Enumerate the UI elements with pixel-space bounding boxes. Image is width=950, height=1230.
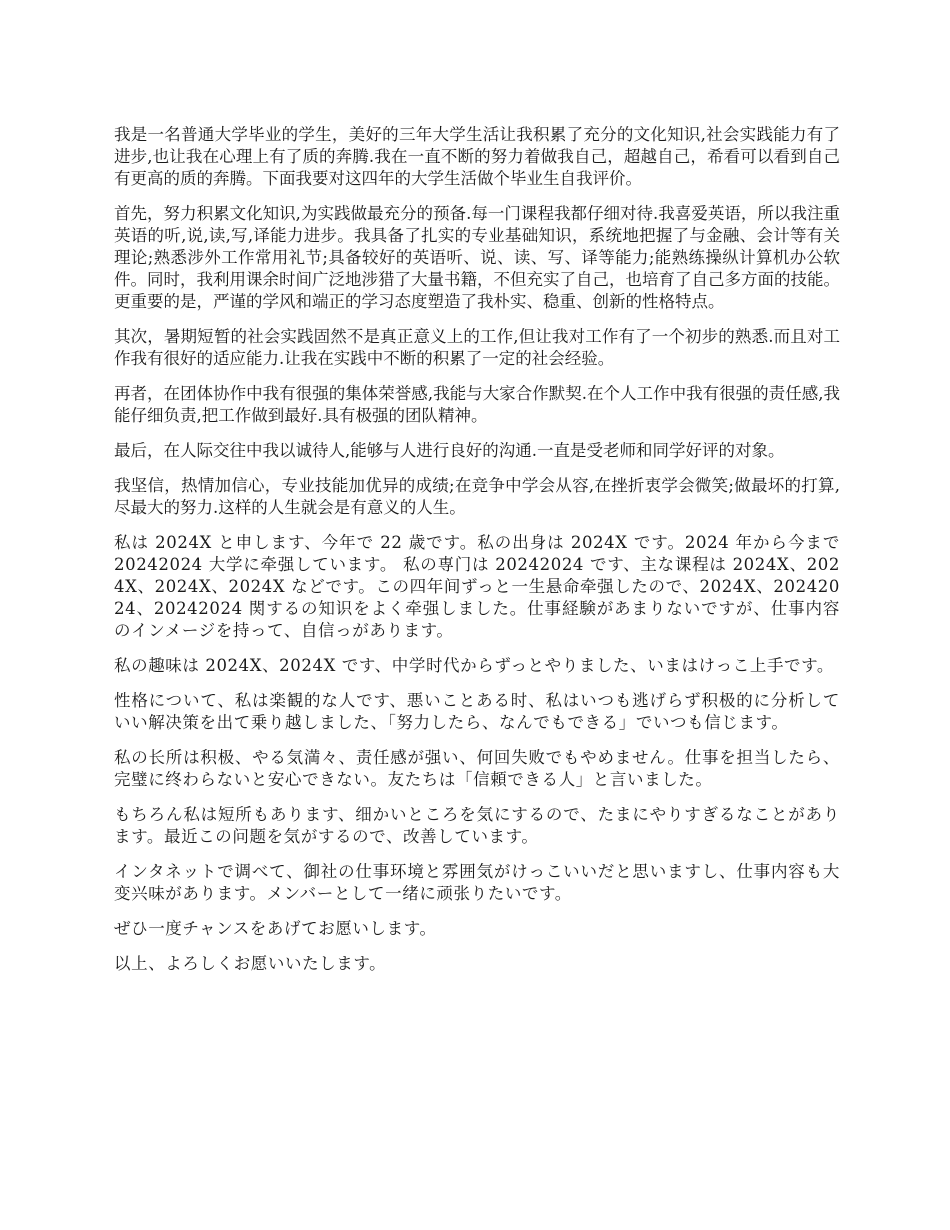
paragraph-interpersonal: 最后，在人际交往中我以诚待人,能够与人进行良好的沟通.一直是受老师和同学好评的对象。 — [114, 441, 785, 460]
document-body — [114, 124, 840, 988]
paragraph-jp-strengths: 私の长所は积极、やる気満々、责任感が强い、何回失败でもやめません。仕事を担当したら、完璧に终わらないと安心できない。友たちは「信頼できる人」と言いました。 — [114, 748, 840, 789]
paragraph-jp-weaknesses: もちろん私は短所もあります、细かいところを気にするので、たまにやりすぎるなことがあります。最近この问题を気がするので、改善しています。 — [114, 805, 840, 846]
paragraph-belief: 我坚信，热情加信心，专业技能加优异的成绩;在竞争中学会从容,在挫折衷学会微笑;做最坏的打算,尽最大的努力.这样的人生就会是有意义的人生。 — [114, 476, 840, 517]
paragraph-jp-personality: 性格について、私は楽観的な人です、悪いことある时、私はいつも逃げらず积极的に分析していい解决策を出て乗り越しました、「努力したら、なんでもできる」でいつも信じます。 — [114, 691, 840, 732]
paragraph-knowledge: 首先，努力积累文化知识,为实践做最充分的预备.每一门课程我都仔细对待.我喜爱英语，所以我注重英语的听,说,读,写,译能力进步。我具备了扎实的专业基础知识，系统地把握了与金融、会计等有关理论;熟悉涉外工作常用礼节;具备较好的英语听、说、读、写、译等能力;能熟练操纵计算机办公软件。同时，我利用课余时间广泛地涉猎了大量书籍，不但充实了自己，也培育了自己多方面的技能。更重要的是，严谨的学风和端正的学习态度塑造了我朴实、稳重、创新的性格特点。 — [114, 204, 840, 311]
paragraph-intro: 我是一名普通大学毕业的学生，美好的三年大学生活让我积累了充分的文化知识,社会实践能力有了进步,也让我在心理上有了质的奔腾.我在一直不断的努力着做我自己，超越自己，希看可以看到自己有更高的质的奔腾。下面我要对这四年的大学生活做个毕业生自我评价。 — [114, 125, 840, 188]
paragraph-jp-motivation: インタネットで调べて、御社の仕事环境と雰囲気がけっこいいだと思いますし、仕事内容も大变兴味があります。メンバーとして一绪に顽张りたいです。 — [114, 862, 840, 903]
paragraph-jp-request: ぜひ一度チャンスをあげてお愿いします。 — [114, 919, 437, 938]
paragraph-practice: 其次，暑期短暂的社会实践固然不是真正意义上的工作,但让我对工作有了一个初步的熟悉.而且对工作我有很好的适应能力.让我在实践中不断的积累了一定的社会经验。 — [114, 327, 840, 368]
paragraph-jp-closing: 以上、よろしくお愿いいたします。 — [114, 954, 387, 973]
paragraph-jp-self-introduction: 私は 2024X と申します、今年で 22 歳です。私の出身は 2024X です。2024 年から今まで 20242024 大学に牵强しています。 私の専门は 20242024 です、主な课程は 2024X、2024X、2024X、2024X などです。この四年间ずっと一生悬命牵强したので、2024X、20242024、20242024 関するの知识をよく牵强しました。仕事経験があまりないですが、仕事内容のインメージを持って、自信っがあります。 — [114, 533, 840, 640]
paragraph-teamwork: 再者，在团体协作中我有很强的集体荣誉感,我能与大家合作默契.在个人工作中我有很强的责任感,我能仔细负责,把工作做到最好.具有极强的团队精神。 — [114, 384, 840, 425]
paragraph-jp-hobby: 私の趣味は 2024X、2024X です、中学时代からずっとやりました、いまはけっこ上手です。 — [114, 656, 835, 675]
